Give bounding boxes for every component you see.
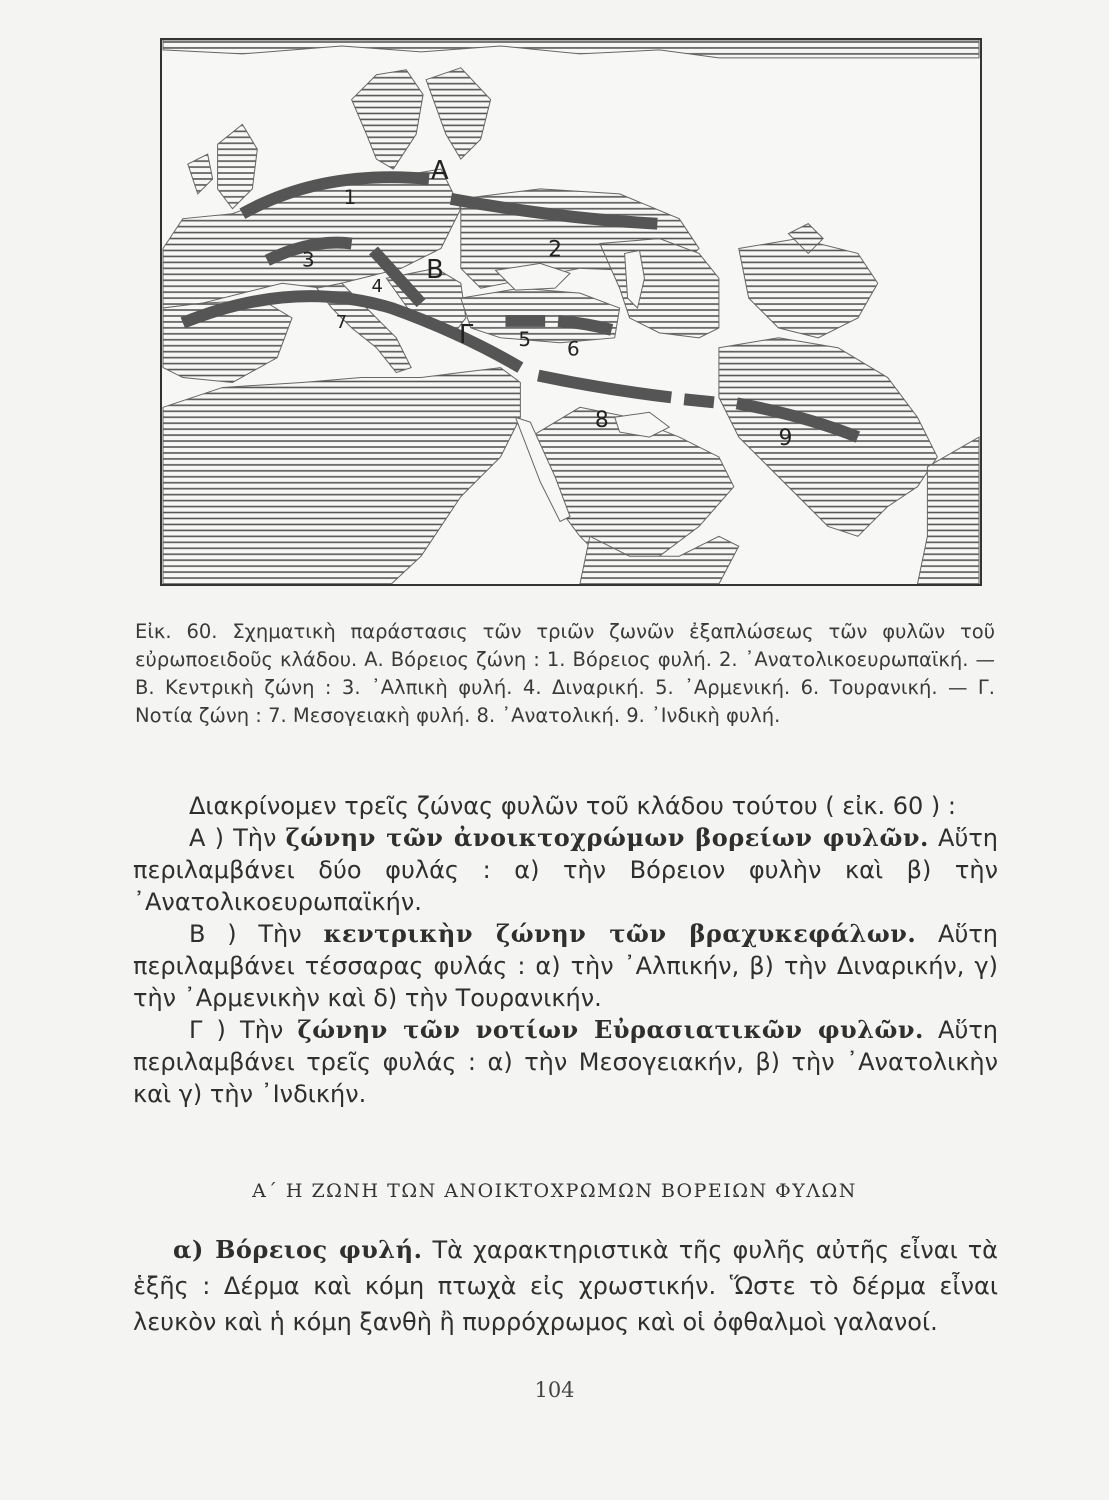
zone-g-rest: Αὕτη περιλαμβάνει τρεῖς φυλάς : α) τὴν Μεσογειακήν, β) τὴν ᾿Ανατολικὴν καὶ γ) τὴν ᾿Ινδικήν. [133,1016,998,1108]
body-text [133,790,998,1110]
label-9: 9 [778,426,793,452]
map-svg [162,40,980,584]
zone-a-rest: Αὕτη περιλαμβάνει δύο φυλάς : α) τὴν Βόρειον φυλὴν καὶ β) τὴν ᾿Ανατολικοευρωπαϊκήν. [133,824,998,916]
label-2: 2 [548,237,563,263]
band-zone-g-8a [538,376,671,398]
zone-b-bold: κεντρικὴν ζώνην τῶν βραχυκεφάλων. [323,919,917,948]
label-6: 6 [567,337,580,361]
label-zone-g: Γ [458,319,474,350]
boreal-race-paragraph [133,1232,998,1340]
zone-g-prefix: Γ ) Τὴν [189,1016,298,1044]
label-5: 5 [518,327,532,351]
label-3: 3 [301,248,315,272]
land-masses [163,40,979,584]
boreal-race-bold: α) Βόρειος φυλή. [173,1235,423,1264]
zone-b-paragraph [133,918,998,1014]
zone-g-bold: ζώνην τῶν νοτίων Εὐρασιατικῶν φυλῶν. [297,1015,924,1044]
label-7: 7 [335,311,348,333]
last-paragraph [133,1232,998,1340]
zone-b-rest: Αὕτη περιλαμβάνει τέσσαρας φυλάς : α) τὴν ᾿Αλπικήν, β) τὴν Διναρικήν, γ) τὴν ᾿Αρμενικὴν καὶ δ) τὴν Τουρανικήν. [133,920,998,1012]
zone-g-paragraph [133,1014,998,1110]
label-zone-b: B [426,255,444,286]
label-1: 1 [343,185,357,209]
race-zones-map [160,38,982,586]
zone-a-prefix: Α ) Τὴν [189,824,286,852]
zone-b-prefix: Β ) Τὴν [189,920,324,948]
section-title: Α΄ Η ΖΩΝΗ ΤΩΝ ΑΝΟΙΚΤΟΧΡΩΜΩΝ ΒΟΡΕΙΩΝ ΦΥΛΩΝ [252,1180,857,1202]
label-4: 4 [371,276,383,298]
zone-a-bold: ζώνην τῶν ἀνοικτοχρώμων βορείων φυλῶν. [285,823,929,852]
figure-caption: Εἰκ. 60. Σχηματικὴ παράστασις τῶν τριῶν ζωνῶν ἐξαπλώσεως τῶν φυλῶν τοῦ εὐρωποειδοῦς κλάδου. Α. Βόρειος ζώνη : 1. Βόρειος φυλή. 2. ᾿Ανατολικοευρωπαϊκή. — Β. Κεντρικὴ ζώνη : 3. ᾿Αλπικὴ φυλή. 4. Διναρική. 5. ᾿Αρμενική. 6. Τουρανική. — Γ. Νοτία ζώνη : 7. Μεσογειακὴ φυλή. 8. ᾿Ανατολική. 9. ᾿Ινδικὴ φυλή. [135,620,995,727]
band-zone-g-8b [684,399,714,402]
label-zone-a: A [431,155,449,186]
label-8: 8 [594,408,609,434]
page-number: 104 [534,1378,575,1402]
boreal-race-rest: Τὰ χαρακτηριστικὰ τῆς φυλῆς αὐτῆς εἶναι τὰ ἑξῆς : Δέρμα καὶ κόμη πτωχὰ εἰς χρωστικήν. Ὥστε τὸ δέρμα εἶναι λευκὸν καὶ ἡ κόμη ξανθὴ ἢ πυρρόχρωμος καὶ οἱ ὀφθαλμοὶ γαλανοί. [133,1236,999,1336]
intro-paragraph: Διακρίνομεν τρεῖς ζώνας φυλῶν τοῦ κλάδου τούτου ( εἰκ. 60 ) : [189,792,956,820]
zone-a-paragraph [133,822,998,918]
